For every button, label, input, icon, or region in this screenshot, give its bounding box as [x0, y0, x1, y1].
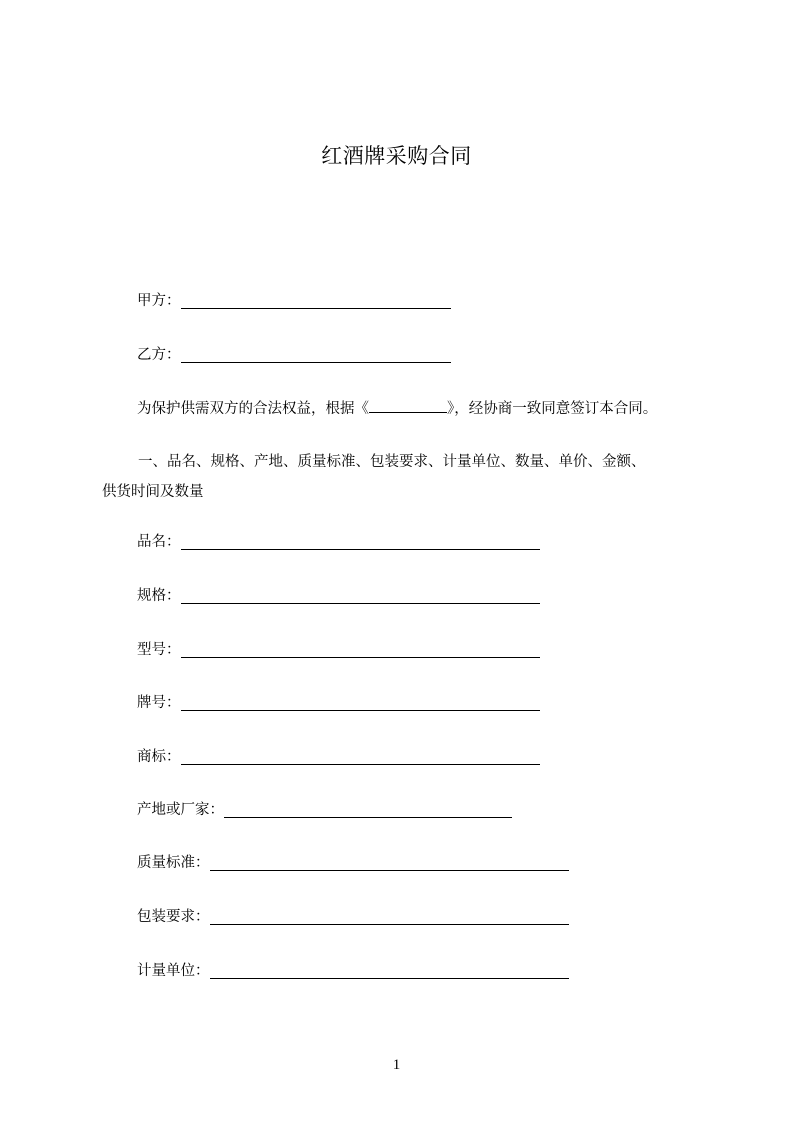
model-blank[interactable] — [181, 639, 540, 658]
party-b-label: 乙方： — [137, 347, 181, 363]
section-1-heading — [102, 447, 702, 507]
party-b-line — [137, 343, 451, 367]
origin-blank[interactable] — [224, 799, 512, 818]
brand-number-label: 牌号： — [137, 695, 181, 711]
model-label: 型号： — [137, 642, 181, 658]
brand-number-blank[interactable] — [181, 692, 540, 711]
unit-blank[interactable] — [210, 960, 569, 979]
quality-standard-blank[interactable] — [210, 852, 569, 871]
specification-blank[interactable] — [181, 585, 540, 604]
party-b-blank[interactable] — [181, 344, 451, 363]
specification-label: 规格： — [137, 588, 181, 604]
trademark-line — [137, 745, 540, 769]
intro-text-after: 》，经协商一致同意签订本合同。 — [447, 401, 658, 417]
model-line — [137, 638, 540, 662]
intro-text-before: 为保护供需双方的合法权益，根据《 — [137, 401, 369, 417]
quality-standard-line — [137, 851, 569, 875]
quality-standard-label: 质量标准： — [137, 855, 210, 871]
intro-paragraph — [137, 396, 657, 421]
unit-line — [137, 959, 569, 983]
product-name-blank[interactable] — [181, 531, 540, 550]
packaging-blank[interactable] — [210, 906, 569, 925]
unit-label: 计量单位： — [137, 963, 210, 979]
basis-law-blank[interactable] — [369, 396, 447, 413]
origin-line — [137, 798, 512, 822]
trademark-blank[interactable] — [181, 746, 540, 765]
party-a-line — [137, 289, 451, 313]
section-1-line-2: 供货时间及数量 — [102, 484, 204, 500]
party-a-blank[interactable] — [181, 290, 451, 309]
product-name-label: 品名： — [137, 534, 181, 550]
packaging-line — [137, 905, 569, 929]
trademark-label: 商标： — [137, 749, 181, 765]
section-1-line-1: 一、品名、规格、产地、质量标准、包装要求、计量单位、数量、单价、金额、 — [138, 454, 646, 470]
specification-line — [137, 584, 540, 608]
product-name-line — [137, 530, 540, 554]
page-number: 1 — [392, 1057, 401, 1073]
packaging-label: 包装要求： — [137, 909, 210, 925]
origin-label: 产地或厂家： — [137, 802, 224, 818]
party-a-label: 甲方： — [137, 293, 181, 309]
brand-number-line — [137, 691, 540, 715]
document-title: 红酒牌采购合同 — [321, 144, 472, 168]
